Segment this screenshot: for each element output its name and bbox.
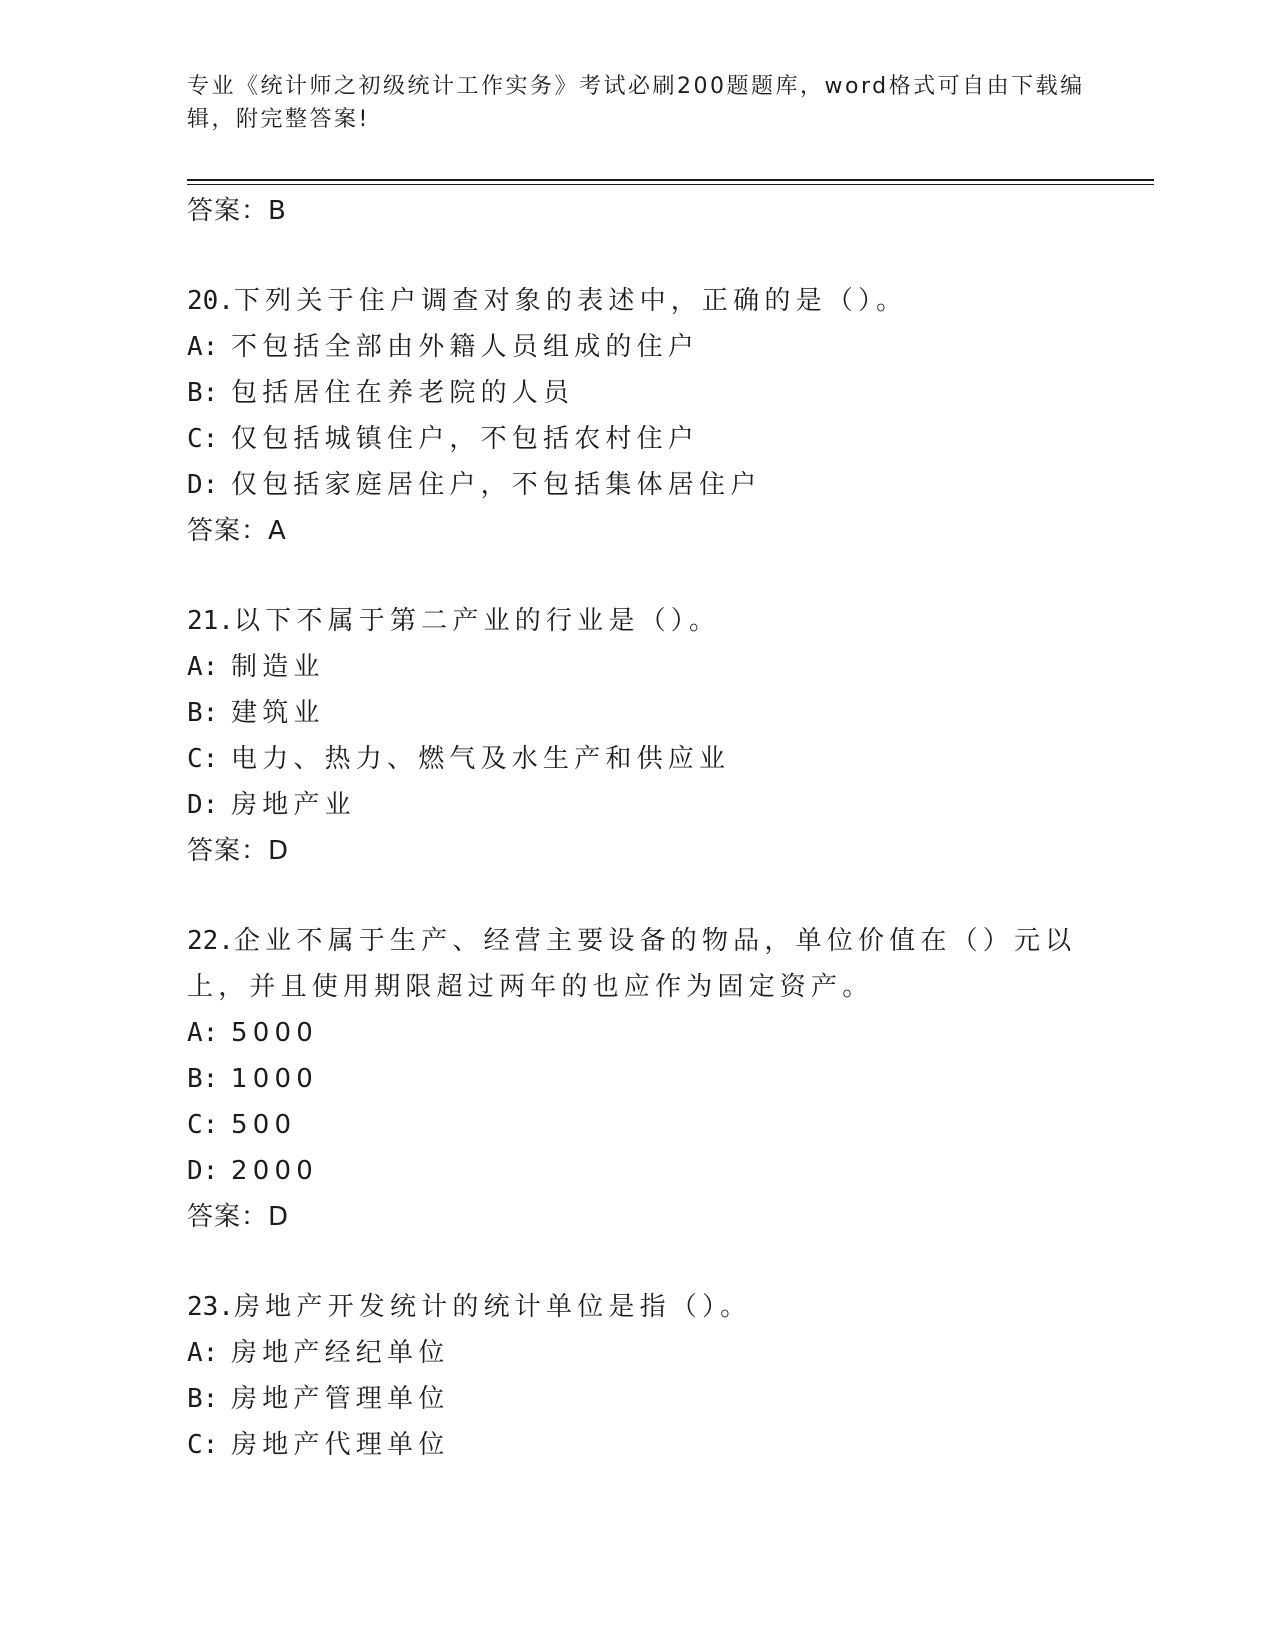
option-a [187, 1010, 1117, 1056]
option-text: 1000 [231, 1064, 318, 1094]
option-text: 仅包括家庭居住户，不包括集体居住户 [231, 470, 762, 500]
header-divider-thin [187, 184, 1154, 185]
option-a [187, 1330, 1117, 1376]
option-text: 不包括全部由外籍人员组成的住户 [231, 332, 700, 362]
option-text: 5000 [231, 1018, 318, 1048]
question-stem [187, 278, 1117, 324]
option-text: 包括居住在养老院的人员 [231, 378, 575, 408]
answer-line: 答案：D [187, 836, 290, 866]
option-text: 2000 [231, 1156, 318, 1186]
question-item [187, 1284, 1117, 1468]
option-d [187, 1148, 1117, 1194]
option-letter: D: [187, 470, 219, 500]
question-text: 房地产开发统计的统计单位是指（）。 [233, 1292, 752, 1322]
option-letter: C: [187, 1430, 219, 1460]
question-number: 22. [187, 926, 234, 956]
question-item [187, 598, 1117, 874]
option-c [187, 1422, 1117, 1468]
option-text: 房地产代理单位 [231, 1430, 450, 1460]
option-c [187, 1102, 1117, 1148]
option-d [187, 462, 1117, 508]
option-letter: C: [187, 744, 219, 774]
header-divider [187, 179, 1154, 181]
question-item [187, 918, 1117, 1240]
option-a [187, 644, 1117, 690]
option-b [187, 370, 1117, 416]
question-text: 以下不属于第二产业的行业是（）。 [233, 606, 721, 636]
option-letter: A: [187, 1338, 219, 1368]
option-text: 电力、热力、燃气及水生产和供应业 [231, 744, 731, 774]
option-b [187, 690, 1117, 736]
page-header: 专业《统计师之初级统计工作实务》考试必刷200题题库，word格式可自由下载编辑，附完整答案! [187, 74, 1085, 132]
option-letter: D: [187, 790, 219, 820]
option-text: 房地产管理单位 [231, 1384, 450, 1414]
question-stem [187, 1284, 1117, 1330]
option-text: 制造业 [231, 652, 325, 682]
question-number: 21. [187, 606, 234, 636]
option-text: 建筑业 [231, 698, 325, 728]
option-letter: A: [187, 652, 219, 682]
option-text: 500 [231, 1110, 297, 1140]
option-b [187, 1056, 1117, 1102]
answer-line: 答案：A [187, 516, 287, 546]
question-text: 下列关于住户调查对象的表述中，正确的是（）。 [233, 286, 908, 316]
answer-line: 答案：B [187, 196, 287, 226]
option-letter: B: [187, 1064, 219, 1094]
question-stem [187, 598, 1117, 644]
option-b [187, 1376, 1117, 1422]
option-letter: B: [187, 698, 219, 728]
option-text: 仅包括城镇住户，不包括农村住户 [231, 424, 700, 454]
option-letter: A: [187, 332, 219, 362]
option-letter: B: [187, 378, 219, 408]
option-text: 房地产业 [231, 790, 356, 820]
option-letter: C: [187, 424, 219, 454]
option-letter: C: [187, 1110, 219, 1140]
option-letter: D: [187, 1156, 219, 1186]
question-stem [187, 918, 1117, 1010]
question-item [187, 278, 1117, 554]
question-number: 23. [187, 1292, 234, 1322]
option-d [187, 782, 1117, 828]
question-text: 企业不属于生产、经营主要设备的物品，单位价值在（）元以上，并且使用期限超过两年的也应作为固定资产。 [187, 926, 1077, 1002]
question-number: 20. [187, 286, 234, 316]
question-list [187, 188, 1117, 1468]
answer-line: 答案：D [187, 1202, 290, 1232]
option-text: 房地产经纪单位 [231, 1338, 450, 1368]
option-c [187, 736, 1117, 782]
option-c [187, 416, 1117, 462]
option-letter: A: [187, 1018, 219, 1048]
option-a [187, 324, 1117, 370]
option-letter: B: [187, 1384, 219, 1414]
